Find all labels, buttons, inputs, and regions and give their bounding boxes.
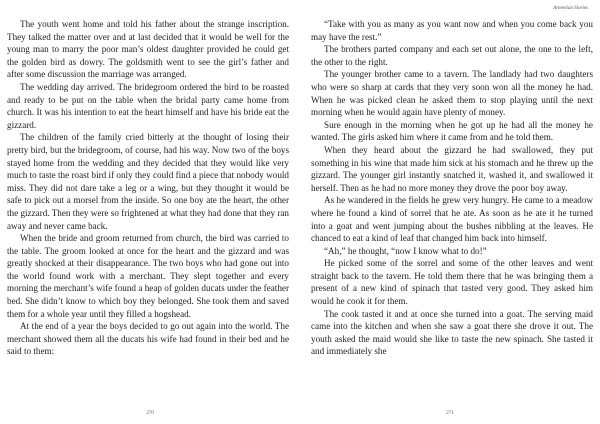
paragraph: The children of the family cried bitterly at the thought of losing their pretty bird, but the bridegroom, of course, had his way. Now two of the boys stayed home from the wedding and they decided that they would like very much to taste the roast bird if only they could find a piece that nobody would miss. They did not dare take a leg or a wing, but they thought it would be safe to pick out a morsel from the inside. So one boy ate the heart, the other the gizzard. Then they were so frightened at what they had done that they ran away and never came back. (7, 132, 289, 231)
paragraph: The brothers parted company and each set out alone, the one to the left, the other to the right. (311, 44, 593, 67)
page-number: 270 (146, 411, 154, 416)
paragraph: When the bride and groom returned from church, the bird was carried to the table. The groom looked at once for the heart and the gizzard and was greatly shocked at their disappearance. The two boys who had gone out into the world found work with a merchant. They slept together and every morning the merchant’s wife found a heap of golden ducats under the feather bed. She didn’t know to which boy they belonged. She took them and saved them for a whole year until they filled a hogshead. (7, 233, 289, 319)
right-page (300, 0, 600, 424)
page-number: 271 (446, 411, 454, 416)
paragraph: He picked some of the sorrel and some of the other leaves and went straight back to the tavern. He told them there that he was bringing them a present of a new kind of spinach that tasted very good. They asked him would he cook it for them. (311, 258, 593, 307)
paragraph: “Ah,” he thought, “now I know what to do!” (324, 245, 487, 256)
paragraph: The younger brother came to a tavern. The landlady had two daughters who were so sharp at cards that they very soon won all the money he had. When he was picked clean he asked them to stop playing until the next morning when he would again have plenty of money. (311, 69, 593, 118)
paragraph: The youth went home and told his father about the strange inscription. They talked the matter over and at last decided that it would be well for the young man to marry the poor man’s oldest daughter provided he could get the golden bird as dowry. The goldsmith went to see the girl’s father and after some discussion the marriage was arranged. (7, 19, 289, 80)
paragraph: The wedding day arrived. The bridegroom ordered the bird to be roasted and ready to be put on the table when the bridal party came home from church. It was his intention to eat the heart himself and have his bride eat the gizzard. (7, 81, 289, 130)
paragraph: When they heard about the gizzard he had swallowed, they put something in his wine that made him sick at his stomach and he threw up the gizzard. The younger girl instantly snatched it, washed it, and swallowed it herself. Then as he had no more money they drove the poor boy away. (311, 144, 593, 193)
paragraph: Sure enough in the morning when he got up he had all the money he wanted. The girls asked him where it came from and he told them. (311, 119, 593, 143)
right-page-text (311, 18, 593, 358)
paragraph: “Take with you as many as you want now and when you come back you may have the rest.” (311, 19, 593, 42)
paragraph: At the end of a year the boys decided to go out again into the world. The merchant showed them all the ducats his wife had found in their bed and he said to them: (7, 321, 289, 357)
running-header: Armenian Stories (553, 6, 588, 11)
left-page-text (7, 18, 289, 358)
paragraph: As he wandered in the fields he grew very hungry. He came to a meadow where he found a kind of sorrel that he ate. As soon as he ate it he turned into a goat and went jumping about the bushes nibbling at the leaves. He chanced to eat a kind of leaf that changed him back into himself. (311, 195, 593, 244)
paragraph: The cook tasted it and at once she turned into a goat. The serving maid came into the kitchen and when she saw a goat there she drove it out. The youth asked the maid would she like to taste the new spinach. She tasted it and immediately she (311, 308, 593, 357)
